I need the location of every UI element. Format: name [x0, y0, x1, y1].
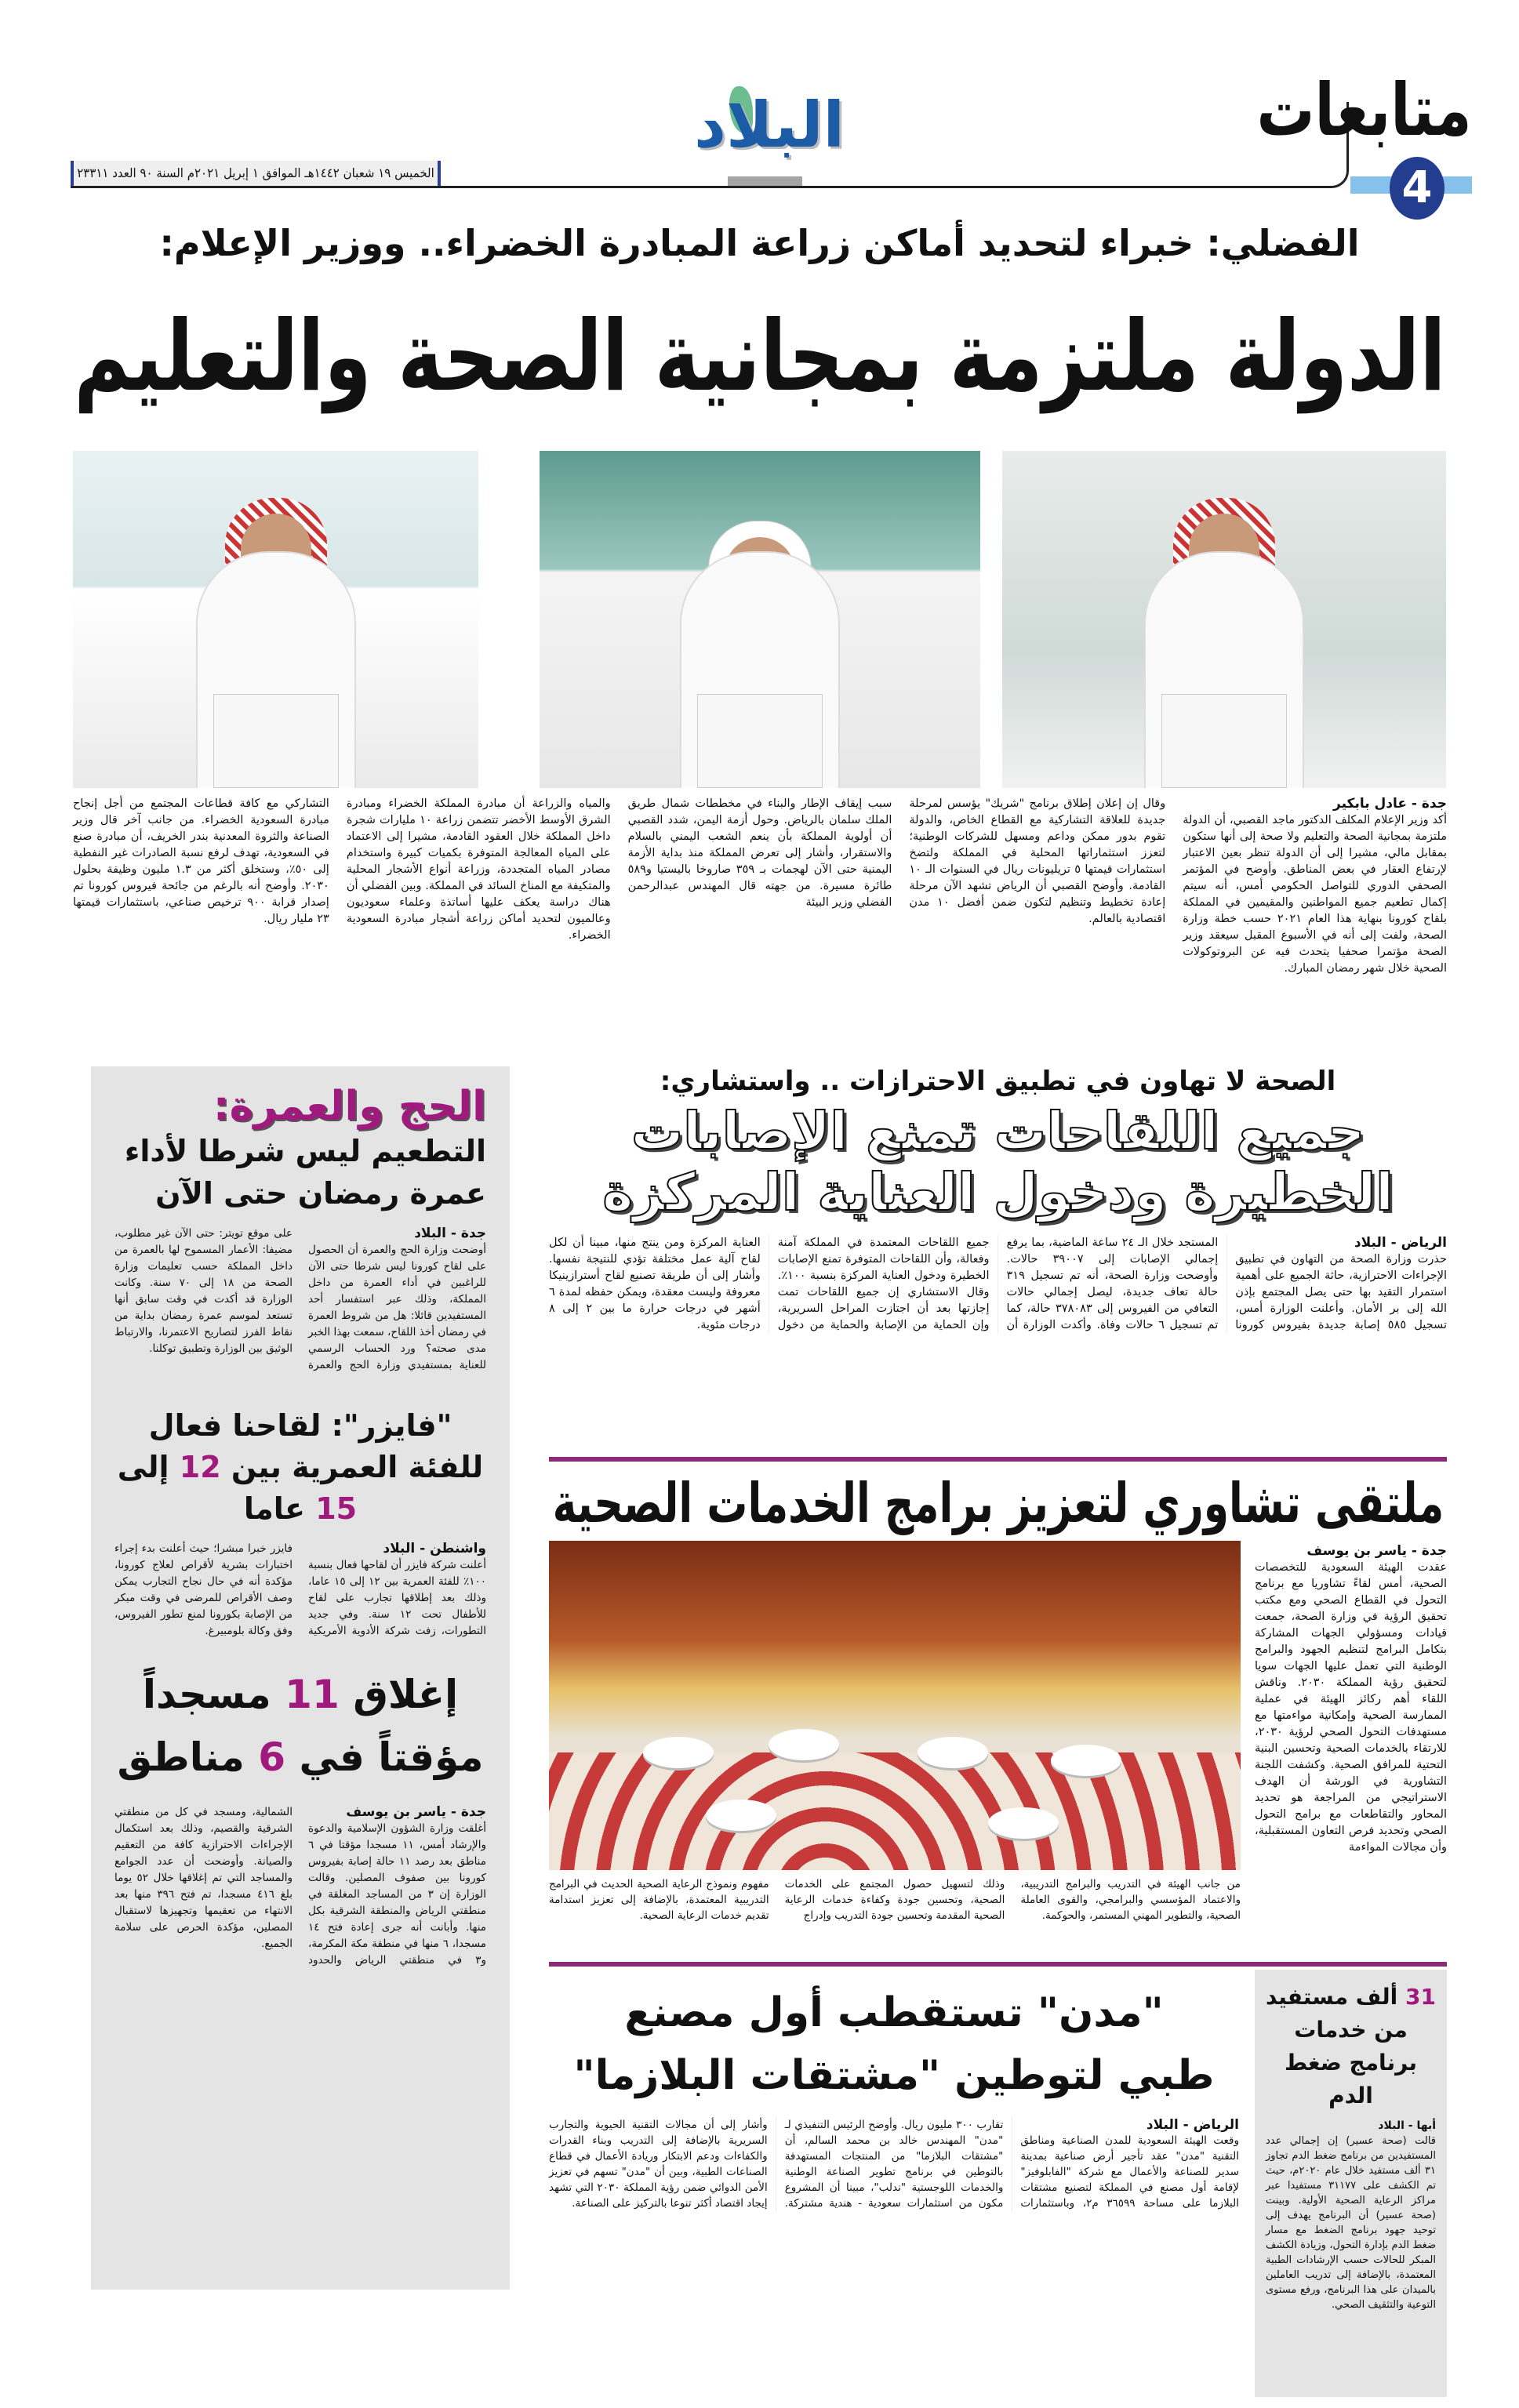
- forum-captions: [549, 1876, 1241, 1923]
- forum-caption: وذلك لتسهيل حصول المجتمع على الخدمات الصحية، وتحسين جودة وكفاءة خدمات الرعاية الصحية المقدمة وتحسين جودة التدريب وإدراج: [784, 1878, 1005, 1922]
- mosque-count: 11: [285, 1672, 340, 1718]
- modon-body: [549, 2117, 1239, 2211]
- mosque-headline-text: مناطق: [117, 1734, 245, 1781]
- hajj-body: أوضحت وزارة الحج والعمرة أن الحصول على لقاح كورونا ليس شرطا حتى الآن للراغبين في أداء العمرة من داخل المملكة، وذلك عبر استفسار أحد المستفيدين قائلا: هل من شروط العمرة في رمضان أخذ اللقاح، سمعت بهذا الخبر مدى صحته؟ ورد الحساب الرسمي للعناية بمستفيدي وزارة الحج والعمرة على موقع تويتر: حتى الآن غير مطلوب، مضيفا: الأعمار المسموح لها بالعمرة من داخل المملكة حسب تعليمات وزارة الصحة من ١٨ إلى ٧٠ سنة. وكانت الوزارة قد أكدت في وقت سابق أنها تستعد لموسم عمرة رمضان بداية من نقاط الفرز لتصاريح الاعتمرنا، والارتباط الوثيق بين الوزارة وتطبيق توكلنا.: [114, 1226, 486, 1371]
- pfizer-byline: واشنطن - البلاد: [383, 1541, 486, 1557]
- modon-headline-box: [549, 1982, 1239, 2043]
- lead-byline: جدة - عادل بابكير: [1333, 796, 1447, 812]
- lead-paragraph: والمياه والزراعة أن مبادرة المملكة الخضراء ومبادرة الشرق الأوسط الأخضر تتضمن زراعة ١٠ مليارات شجرة داخل المملكة خلال العقود القادمة، مشيرا إلى الاعتماد على المياه المعالجة المتوفرة بكميات كبيرة واستخدام مصادر المياه المتجددة، وزراعة أنواع الأشجار المحلية والمتكيفة مع المناخ السائد في المملكة. وبين الفضلي أن هناك دراسة يعكف عليها أساتذة وعلماء سعوديون وعالميون لتحديد أماكن زراعة أشجار مبادرة السعودية الخضراء.: [346, 797, 611, 942]
- bp-text: قالت (صحة عسير) إن إجمالي عدد المستفيدين من برنامج ضغط الدم تجاوز ٣١ ألف مستفيد خلال عام ٢٠٢٠م، حيث تم الكشف على ٣١١٧٧ مستفيدا عبر مراكز الرعاية الصحية الأولية. وبينت (صحة عسير) أن البرنامج يهدف إلى توحيد جهود برنامج الضغط مع مسار ضغط الدم بإدارة التحول، وزيادة الكشف المبكر للحالات حسب الإرشادات الطبية المعتمدة، بالإضافة إلى تدريب العاملين بالميدان على هذا البرنامج، ورفع مستوى التوعية والتثقيف الصحي.: [1266, 2135, 1436, 2311]
- date-line: الخميس ١٩ شعبان ١٤٤٢هـ الموافق ١ إبريل ٢٠٢١م السنة ٩٠ العدد ٢٣٣١١: [77, 165, 434, 180]
- health-headline-box: [549, 1102, 1447, 1161]
- mosque-byline: جدة - ياسر بن يوسف: [346, 1804, 486, 1821]
- photo-environment-minister: [540, 451, 980, 788]
- photo-industry-minister: [73, 451, 478, 788]
- modon-headline-box: [549, 2045, 1239, 2106]
- date-strip: [71, 161, 441, 186]
- forum-caption: من جانب الهيئة في التدريب والبرامج التدريبية، والاعتماد المؤسسي والبرامجي، والقوى العاملة الصحية، والتطوير المهني المستمر، والحوكمة.: [1020, 1878, 1241, 1922]
- section-title: متابعات: [1256, 68, 1472, 152]
- health-body: [549, 1235, 1447, 1334]
- lead-body: [73, 796, 1447, 977]
- lead-kicker-box: [71, 221, 1448, 265]
- region-count: 6: [258, 1734, 286, 1781]
- photo-media-minister: [1002, 451, 1446, 788]
- health-kicker: الصحة لا تهاون في تطبيق الاحترازات .. واستشاري:: [660, 1066, 1336, 1097]
- pfizer-body: أعلنت شركة فايزر أن لقاحها فعال بنسبة ١٠٠٪ للفئة العمرية بين ١٢ إلى ١٥ عاما، وذلك بعد إطلاقها تجارب على لقاح للأطفال تحت ١٢ سنة. وفي جديد التطورات، زفت شركة الأدوية الأمريكية فايزر خبرا مبشرا؛ حيث أعلنت بدء إجراء اختبارات بشرية لأقراص لعلاج كورونا، مؤكدة أنه في حال نجاح التجارب يمكن وصف الأقراص للمرضى في وقت مبكر من الإصابة بكورونا لمنع تطور الفيروس، وفق وكالة بلومبيرغ.: [114, 1542, 486, 1638]
- newspaper-logo: البلاد: [694, 89, 845, 162]
- pfizer-age-max: 15: [315, 1491, 358, 1527]
- lead-paragraph: سبب إيقاف الإطار والبناء في مخططات شمال طريق الملك سلمان بالرياض. وحول أزمة اليمن، شدد القصبي أن أولوية المملكة بأن ينعم الشعب اليمني بالسلام والاستقرار، وأشار إلى تعرض المملكة منذ بداية الأزمة اليمنية حتى الآن لهجمات بـ ٣٥٩ صاروخا باليستيا و٥٨٩ طائرة مسيرة. من جهته قال المهندس عبدالرحمن الفضلي وزير البيئة: [627, 797, 892, 909]
- section-divider: [549, 1962, 1447, 1967]
- lead-headline: الدولة ملتزمة بمجانية الصحة والتعليم: [73, 300, 1446, 413]
- lead-paragraph: وقال إن إعلان إطلاق برنامج "شريك" يؤسس لمرحلة جديدة للعلاقة التشاركية مع القطاع الخاص، والدولة تقوم بدور ممكن وداعم ومسهل للشركات الوطنية؛ لتعزز استثماراتها المحلية في المملكة ولتضخ استثمارات قيمتها ٥ تريليونات ريال في السنوات الـ ١٠ القادمة. وأوضح القصبي أن الرياض تشهد الآن مرحلة إعادة تخطيط وتنظيم لتكون ضمن أفضل ١٠ مدن اقتصادية بالعالم.: [909, 797, 1166, 925]
- hajj-byline: جدة - البلاد: [414, 1225, 486, 1241]
- bp-beneficiaries-count: 31: [1405, 1984, 1436, 2010]
- forum-headline: ملتقى تشاوري لتعزيز برامج الخدمات الصحية: [552, 1471, 1444, 1535]
- health-headline-box: [549, 1163, 1447, 1222]
- mosque-headline-text: إغلاق: [353, 1672, 459, 1718]
- mosque-headline: [114, 1663, 486, 1789]
- lead-paragraph: التشاركي مع كافة قطاعات المجتمع من أجل إنجاح مبادرة السعودية الخضراء. من جانب آخر قال وزير الصناعة والثروة المعدنية بندر الخريف، أن مبادرة صنع في السعودية، تهدف لرفع نسبة الصادرات غير النفطية إلى ٥٠٪، وستخلق أكثر من ١.٣ مليون وظيفة بحلول ٢٠٣٠. وأوضح أنه بالرغم من جائحة فيروس كورونا تم إصدار قرابة ٩٠٠ ترخيص صناعي، باستثمارات قيمتها ٢٣ مليار ريال.: [72, 797, 329, 925]
- bp-byline: أبها - البلاد: [1378, 2119, 1436, 2132]
- modon-headline-line: "مدن" تستقطب أول مصنع: [624, 1989, 1164, 2036]
- mosque-body: أغلقت وزارة الشؤون الإسلامية والدعوة والإرشاد أمس، ١١ مسجدا مؤقتا في ٦ مناطق بعد رصد ١١ حالة إصابة بفيروس كورونا بين صفوف المصلين. وقالت الوزارة إن ٣ من المساجد المغلقة في منطقتي الرياض والمنطقة الشرقية بكل منها. وأبانت أنه جرى إعادة فتح ١٤ مسجدا، ٦ منها في منطقة مكة المكرمة، و٣ في منطقتي الرياض والحدود الشمالية، ومسجد في كل من منطقتي الشرقية والقصيم، وذلك بعد استكمال الإجراءات الاحترازية كافة من التعقيم والصيانة. وأوضحت أن عدد الجوامع والمساجد التي تم إغلاقها خلال ٥٢ يوما بلغ ٤١٦ مسجدا، تم فتح ٣٩٦ منها بعد الانتهاء من تعقيمها وتجهيزها لاستقبال المصلين، مؤكدة الحرص على سلامة الجميع.: [114, 1806, 486, 1967]
- health-headline-line: جميع اللقاحات تمنع الإصابات: [630, 1101, 1365, 1161]
- lead-paragraph: أكد وزير الإعلام المكلف الدكتور ماجد القصبي، أن الدولة ملتزمة بمجانية الصحة والتعليم ولا صحة إلى أنها ستكون بمقابل مالي، مشيرا إلى أن الدولة تنظر بعين الاعتبار لإرتفاع العقار في بعض المناطق. وأوضح في المؤتمر الصحفي الدوري للتواصل الحكومي أمس، أنه سيتم إكمال تطعيم جميع المواطنين والمقيمين في المملكة بلقاح كورونا بنهاية هذا العام ٢٠٢١ حسب خطة وزارة الصحة، ولفت إلى أنه في الأسبوع المقبل سيعقد وزير الصحة مؤتمرا صحفيا يتحدث فيه عن البروتوكولات الصحية خلال شهر رمضان المبارك.: [1183, 814, 1447, 975]
- pfizer-headline: [114, 1405, 486, 1531]
- hajj-headline: التطعيم ليس شرطا لأداء عمرة رمضان حتى الآن: [124, 1134, 486, 1211]
- section-divider: [549, 1457, 1447, 1462]
- pfizer-headline-text: إلى: [117, 1449, 169, 1484]
- pfizer-headline-text: عاما: [243, 1491, 305, 1527]
- health-text: حذرت وزارة الصحة من التهاون في تطبيق الإجراءات الاحترازية، حاثة الجميع على أهمية استمرار التقيد بها حتى يصل المجتمع بإذن الله إلى بر الأمان. وأعلنت الوزارة أمس، تسجيل ٥٨٥ إصابة جديدة بفيروس كورونا المستجد خلال الـ ٢٤ ساعة الماضية، بما يرفع إجمالي الإصابات إلى ٣٩٠٠٧ حالات. وأوضحت وزارة الصحة، أنه تم تسجيل ٣١٩ حالة تعاف جديدة، ليصل إجمالي حالات التعافي من الفيروس إلى ٣٧٨٠٨٣ حالة، كما تم تسجيل ٦ حالات وفاة. وأكدت الوزارة أن جميع اللقاحات المعتمدة في المملكة آمنة وفعالة، وأن اللقاحات المتوفرة تمنع الإصابات الخطيرة ودخول العناية المركزة بنسبة ١٠٠٪. وقال الاستشاري إن جميع اللقاحات تمت إجازتها بعد أن اجتازت المراحل السريرية، وإن الحماية من الإصابة والحماية من دخول العناية المركزة ومن ينتج منها، مبينا أن لكل لقاح آلية عمل مختلفة تؤدي للنتيجة نفسها. وأشار إلى أن طريقة تصنيع لقاح أسترازينيكا معروفة وليست معقدة، ويمكن حفظه لمدة ٦ أشهر في درجات حرارة ما بين ٢ إلى ٨ درجات مئوية.: [549, 1237, 1448, 1331]
- forum-headline-box: [549, 1470, 1447, 1536]
- blood-pressure-box: [1255, 1970, 1447, 2397]
- logo-underline: [728, 176, 802, 186]
- lead-headline-box: [71, 298, 1448, 416]
- bp-headline-text: ألف مستفيد من خدمات برنامج ضغط الدم: [1266, 1984, 1418, 2108]
- health-headline-line: الخطيرة ودخول العناية المركزة: [602, 1162, 1394, 1222]
- health-kicker-box: [549, 1065, 1447, 1098]
- lead-kicker: الفضلي: خبراء لتحديد أماكن زراعة المبادرة الخضراء.. ووزير الإعلام:: [159, 222, 1360, 264]
- modon-headline-line: طبي لتوطين "مشتقات البلازما": [573, 2052, 1215, 2099]
- pfizer-age-min: 12: [179, 1449, 221, 1484]
- sidebar: [91, 1066, 510, 2290]
- forum-body: [1255, 1543, 1447, 1856]
- modon-text: وقعت الهيئة السعودية للمدن الصناعية ومناطق التقنية "مدن" عقد تأجير أرض صناعية بمدينة سدير للصناعة والأعمال مع شركة "الفابلوفيز" لإقامة أول مصنع في المملكة لتصنيع مشتقات البلازما على مساحة ٣٦٥٩٩ م٢، وباستثمارات تقارب ٣٠٠ مليون ريال. وأوضح الرئيس التنفيذي لـ "مدن" المهندس خالد بن محمد السالم، أن "مشتقات البلازما" من المنتجات المستهدفة بالتوطين في برنامج تطوير الصناعة الوطنية والخدمات اللوجستية "ندلب"، مبينا أن المشروع مكون من استثمارات سعودية - هندية مشتركة. وأشار إلى أن مجالات التقنية الحيوية والتجارب السريرية بالإضافة إلى التدريب وبناء القدرات والكفاءات ودعم الابتكار وريادة الأعمال في قطاع الصناعات الطبية، وبين أن "مدن" تسهم في تعزيز الأمن الدوائي ضمن رؤية المملكة ٢٠٣٠ التي تشهد إيجاد اقتصاد أكثر تنوعا بالتركيز على الصناعة.: [549, 2119, 1239, 2210]
- forum-caption: مفهوم ونموذج الرعاية الصحية الحديث في البرامج التدريبية المعتمدة، بالإضافة إلى تعزيز استدامة تقديم خدمات الرعاية الصحية.: [548, 1878, 769, 1922]
- mosque-headline-text: مسجداً مؤقتاً في: [142, 1672, 484, 1781]
- forum-byline: جدة - ياسر بن يوسف: [1306, 1543, 1447, 1559]
- page-number: 4: [1390, 157, 1445, 220]
- hajj-title: الحج والعمرة:: [213, 1083, 486, 1130]
- health-byline: الرياض - البلاد: [1354, 1235, 1447, 1251]
- forum-text: عقدت الهيئة السعودية للتخصصات الصحية، أمس لقاءً تشاوريا مع برنامج التحول في القطاع الصحي ومع مكتب تحقيق الرؤية في وزارة الصحة، جمعت قيادات ومسؤولي الجهات المشاركة بتكامل البرامج لتنظيم الجهود والبرامج الوطنية التي تعمل عليها الجهات سويا لتحقيق رؤية المملكة ٢٠٣٠. وناقش اللقاء أهم ركائز الهيئة في عملية الممارسة الصحية وإمكانية مواءمتها مع مستهدفات التحول الصحي لرؤية ٢٠٣٠، للارتقاء بالخدمات الصحية وتحسين البنية التحتية للمرافق الصحية. وكشفت اللجنة التشاورية في الورشة أن الهدف الاستراتيجي من المراجعة هو تحديد المحاور والتقاطعات مع برامج التحول الصحي وتحديد فرص التعاون المستقبلية، وأن مجالات المواءمة: [1255, 1561, 1447, 1854]
- modon-byline: الرياض - البلاد: [1146, 2117, 1239, 2133]
- pfizer-headline-text: "فايزر": لقاحنا فعال للفئة العمرية بين: [148, 1407, 484, 1484]
- bp-headline: [1255, 1970, 1447, 2112]
- photo-forum-hall: [549, 1541, 1241, 1870]
